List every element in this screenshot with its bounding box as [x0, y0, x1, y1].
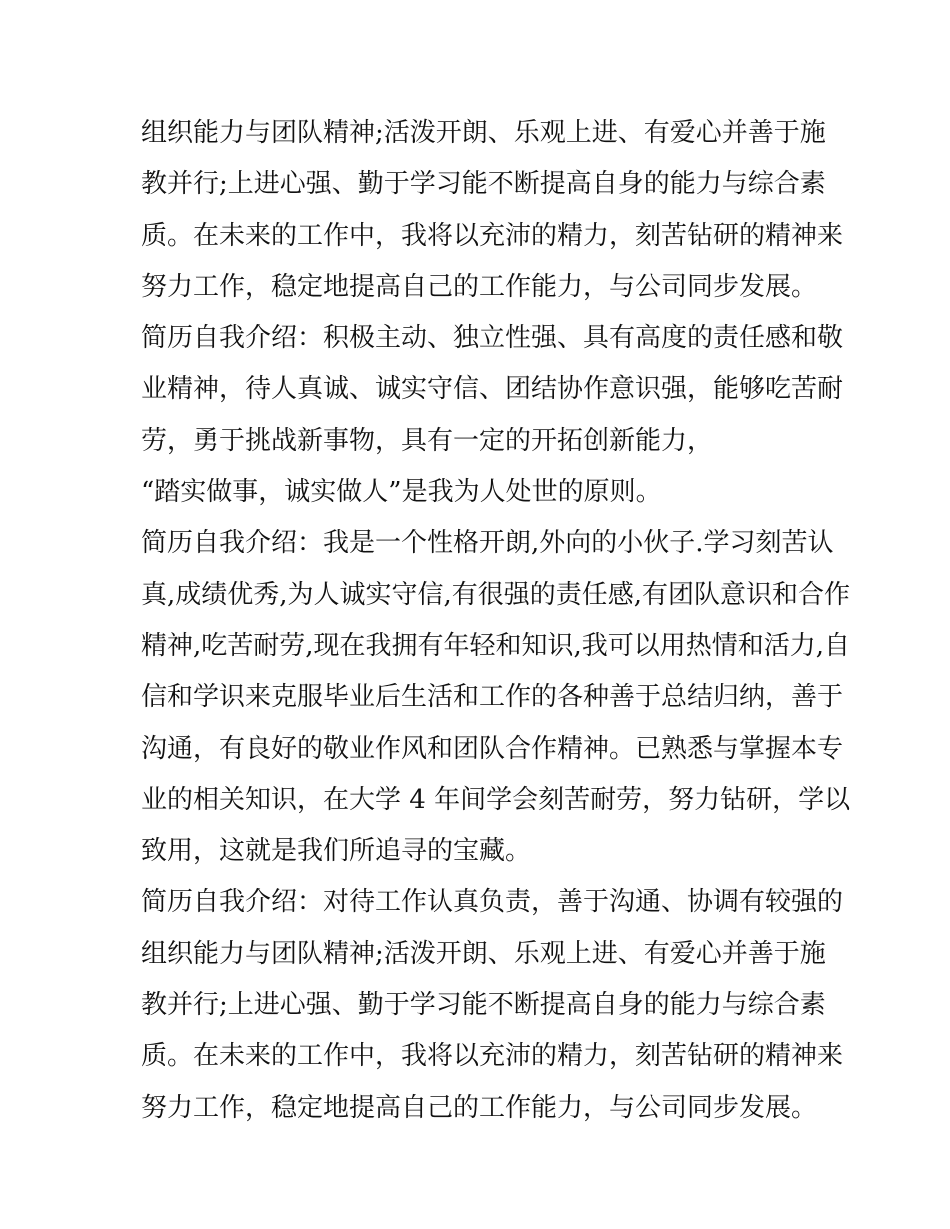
text-line: 真,成绩优秀,为人诚实守信,有很强的责任感,有团队意识和合作 [141, 579, 851, 610]
text-line: 教并行;上进心强、勤于学习能不断提高自身的能力与综合素 [141, 169, 826, 200]
text-line: 质。在未来的工作中，我将以充沛的精力，刻苦钻研的精神来 [141, 220, 844, 251]
text-line: 教并行;上进心强、勤于学习能不断提高自身的能力与综合素 [141, 990, 826, 1021]
document-body [141, 108, 851, 1134]
text-line: 努力工作，稳定地提高自己的工作能力，与公司同步发展。 [141, 1092, 818, 1123]
text-line: 沟通，有良好的敬业作风和团队合作精神。已熟悉与掌握本专 [141, 733, 844, 764]
text-line: 业的相关知识，在大学 4 年间学会刻苦耐劳，努力钻研，学以 [141, 784, 851, 815]
text-line: 质。在未来的工作中，我将以充沛的精力，刻苦钻研的精神来 [141, 1041, 844, 1072]
text-line: “踏实做事，诚实做人”是我为人处世的原则。 [141, 477, 662, 508]
text-line: 简历自我介绍：积极主动、独立性强、具有高度的责任感和敬 [141, 323, 844, 354]
text-line: 简历自我介绍：对待工作认真负责，善于沟通、协调有较强的 [141, 887, 844, 918]
text-line: 信和学识来克服毕业后生活和工作的各种善于总结归纳，善于 [141, 682, 844, 713]
text-line: 致用，这就是我们所追寻的宝藏。 [141, 836, 532, 867]
text-line: 努力工作，稳定地提高自己的工作能力，与公司同步发展。 [141, 271, 818, 302]
text-line: 简历自我介绍：我是一个性格开朗,外向的小伙子.学习刻苦认 [141, 528, 834, 559]
text-line: 精神,吃苦耐劳,现在我拥有年轻和知识,我可以用热情和活力,自 [141, 630, 851, 661]
text-line: 组织能力与团队精神;活泼开朗、乐观上进、有爱心并善于施 [141, 118, 826, 148]
text-line: 组织能力与团队精神;活泼开朗、乐观上进、有爱心并善于施 [141, 938, 826, 969]
text-line: 劳，勇于挑战新事物，具有一定的开拓创新能力， [141, 425, 714, 456]
text-line: 业精神，待人真诚、诚实守信、团结协作意识强，能够吃苦耐 [141, 374, 844, 405]
